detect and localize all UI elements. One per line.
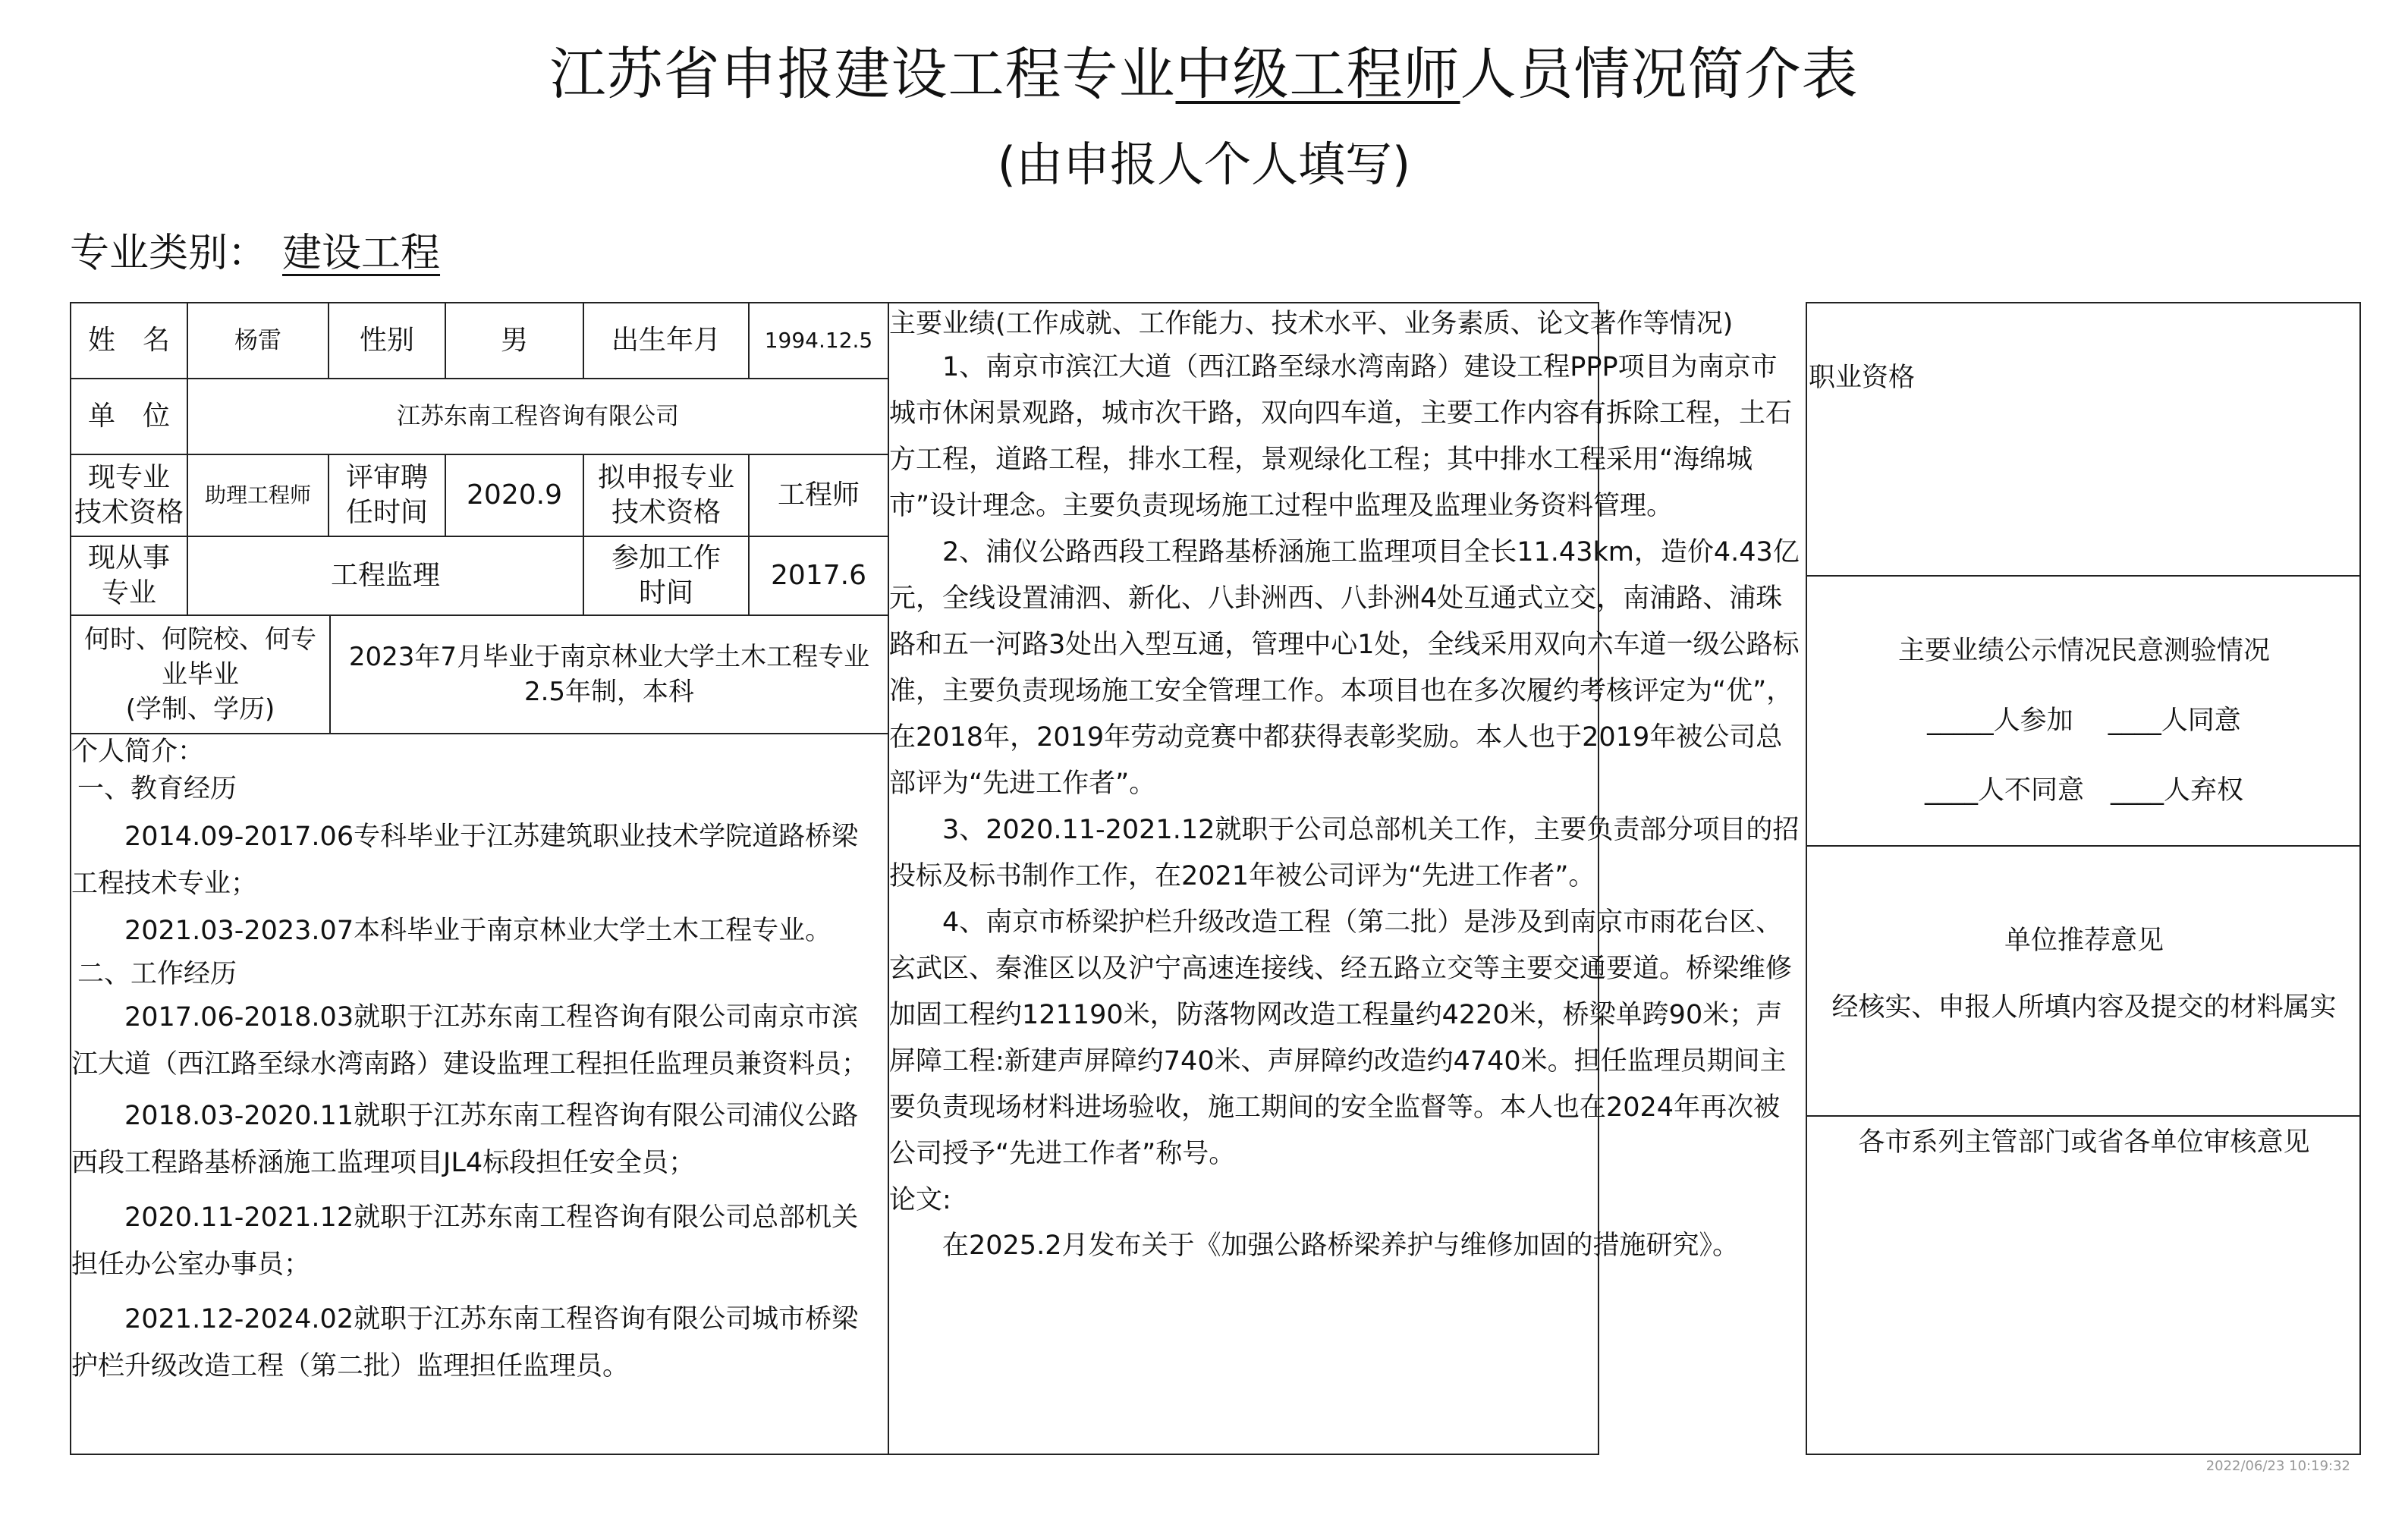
- review-time-label: 评审聘 任时间: [345, 462, 428, 528]
- gender-label: 性别: [359, 325, 414, 356]
- apply-qual-label: 拟申报专业 技术资格: [597, 462, 734, 528]
- recommend-title: 单位推荐意见: [2004, 926, 2164, 956]
- category-value: 建设工程: [282, 231, 441, 276]
- current-qual-label: 现专业 技术资格: [74, 462, 184, 528]
- paper-label: 论文:: [889, 1185, 951, 1215]
- work-heading: 二、工作经历: [77, 959, 237, 989]
- birth-label: 出生年月: [611, 325, 721, 356]
- intro-heading: 个人简介：: [71, 737, 205, 767]
- work-item: 2020.11-2021.12就职于江苏东南工程咨询有限公司总部机关担任办公室办事员；: [71, 1202, 859, 1280]
- review-time-value: 2020.9: [467, 479, 562, 511]
- work-start-label: 参加工作 时间: [611, 542, 721, 608]
- work-item: 2021.12-2024.02就职于江苏东南工程咨询有限公司城市桥梁护栏升级改造工程（第二批）监理担任监理员。: [71, 1304, 859, 1381]
- form-subtitle: (由申报人个人填写): [997, 137, 1411, 192]
- achievement-item: 2、浦仪公路西段工程路基桥涵施工监理项目全长11.43km，造价4.43亿元，全线设置浦泗、新化、八卦洲西、八卦洲4处互通式立交，南浦路、浦珠路和五一河路3处出入型互通，管理中心1处，全线采用双向六车道一级公路标准，主要负责现场施工安全管理工作。本项目也在多次履约考核评定为“优”，在2018年，2019年劳动竞赛中都获得表彰奖励。本人也于2019年被公司总部评为“先进工作者”。: [889, 537, 1800, 799]
- category-label: 专业类别：: [70, 231, 268, 276]
- name-value: 杨雷: [234, 327, 281, 354]
- education-item: 2021.03-2023.07本科毕业于南京林业大学土木工程专业。: [124, 916, 832, 946]
- achievements-heading: 主要业绩(工作成就、工作能力、技术水平、业务素质、论文著作等情况): [889, 309, 1734, 339]
- current-qual-value: 助理工程师: [204, 482, 311, 508]
- title-underlined-part: 中级工程师: [1175, 42, 1460, 107]
- divider-mid-right: [1806, 302, 1807, 1455]
- achievement-item: 1、南京市滨江大道（西江路至绿水湾南路）建设工程PPP项目为南京市城市休闲景观路，城市次干路，双向四车道，主要工作内容有拆除工程，土石方工程，道路工程，排水工程，景观绿化工程；其中排水工程采用“海绵城市”设计理念。主要负责现场施工过程中监理及监理业务资料管理。: [889, 352, 1793, 521]
- name-label: 姓 名: [87, 325, 170, 356]
- timestamp: 2022/06/23 10:19:32: [2205, 1458, 2350, 1474]
- work-item: 2018.03-2020.11就职于江苏东南工程咨询有限公司浦仪公路西段工程路基桥涵施工监理项目JL4标段担任安全员；: [71, 1101, 859, 1178]
- right-panel-bottom: [1806, 1454, 2361, 1455]
- education-heading: 一、教育经历: [77, 774, 237, 804]
- recommend-section: [1809, 907, 2359, 1041]
- right-divider-1: [1806, 575, 2361, 577]
- paper-text: 在2025.2月发布关于《加强公路桥梁养护与维修加固的措施研究》。: [942, 1231, 1739, 1261]
- right-divider-3: [1806, 1115, 2361, 1117]
- unit-label: 单 位: [87, 401, 170, 432]
- work-start-value: 2017.6: [771, 560, 866, 591]
- category-row: [70, 226, 440, 281]
- current-major-value: 工程监理: [330, 560, 440, 591]
- right-panel-top: [1806, 302, 2361, 303]
- form-title: 江苏省申报建设工程专业中级工程师人员情况简介表: [549, 42, 1859, 107]
- survey-title: 主要业绩公示情况民意测验情况: [1897, 636, 2270, 666]
- achievement-item: 4、南京市桥梁护栏升级改造工程（第二批）是涉及到南京市雨花台区、玄武区、秦淮区以及沪宁高速连接线、经五路立交等主要交通要道。桥梁维修加固工程约121190米，防落物网改造工程量约4220米，桥梁单跨90米；声屏障工程:新建声屏障约740米、声屏障约改造约4740米。担任监理员期间主要负责现场材料进场验收，施工期间的安全监督等。本人也在2024年再次被公司授予“先进工作者”称号。: [889, 907, 1793, 1169]
- recommend-text: 经核实、申报人所填内容及提交的材料属实: [1831, 992, 2337, 1023]
- current-major-label: 现从事 专业: [87, 542, 170, 608]
- gender-value: 男: [500, 325, 528, 356]
- apply-qual-value: 工程师: [777, 479, 860, 511]
- graduation-label: 何时、何院校、何专 业毕业 (学制、学历): [84, 624, 316, 724]
- education-item: 2014.09-2017.06专科毕业于江苏建筑职业技术学院道路桥梁工程技术专业；: [71, 822, 859, 899]
- work-item: 2017.06-2018.03就职于江苏东南工程咨询有限公司南京市滨江大道（西江路至绿水湾南路）建设监理工程担任监理员兼资料员；: [71, 1002, 869, 1080]
- achievement-item: 3、2020.11-2021.12就职于公司总部机关工作，主要负责部分项目的招投标及标书制作工作，在2021年被公司评为“先进工作者”。: [889, 815, 1800, 891]
- qualification-label: 职业资格: [1809, 363, 1916, 393]
- survey-section: [1809, 616, 2359, 825]
- birth-value: 1994.12.5: [764, 328, 873, 353]
- graduation-value: 2023年7月毕业于南京林业大学土木工程专业 2.5年制，本科: [348, 642, 870, 707]
- survey-line-1: _____人参加 ____人同意: [1927, 706, 2241, 736]
- review-title: 各市系列主管部门或省各单位审核意见: [1858, 1127, 2310, 1158]
- survey-line-2: ____人不同意 ____人弃权: [1924, 775, 2243, 806]
- achievements: [889, 303, 1800, 1268]
- table-bottom-border: [70, 1454, 1599, 1455]
- right-panel-border: [2359, 302, 2361, 1455]
- personal-intro: [71, 734, 883, 1390]
- unit-value: 江苏东南工程咨询有限公司: [397, 403, 679, 430]
- right-divider-2: [1806, 845, 2361, 847]
